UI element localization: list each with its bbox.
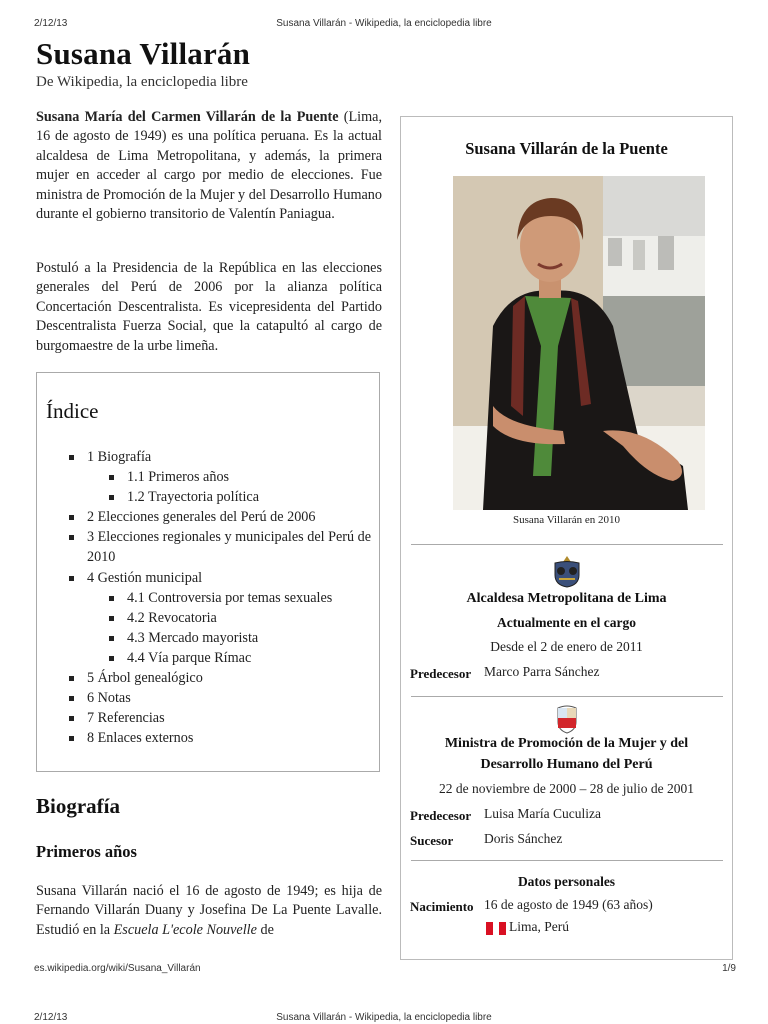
table-of-contents [36,372,380,772]
toc-item-controversia[interactable]: 4.1 Controversia por temas sexuales [107,588,373,608]
portrait-photo[interactable] [453,176,705,510]
office1-title[interactable]: Alcaldesa Metropolitana de Lima [466,591,667,606]
toc-item-enlaces[interactable]: 8 Enlaces externos [67,728,373,748]
office1-predecessor[interactable]: Marco Parra Sánchez [484,664,600,679]
next-print-page-title: Susana Villarán - Wikipedia, la enciclopedia libre [276,1012,492,1023]
paragraph-2 [36,259,382,356]
office2-predecessor[interactable]: Luisa María Cuculiza [484,806,601,821]
personal-data-heading: Datos personales [517,874,616,889]
toc-item-mercado[interactable]: 4.3 Mercado mayorista [107,628,373,648]
toc-item-referencias[interactable]: 7 Referencias [67,708,373,728]
intro-text: (Lima, 16 de agosto de 1949) es una política peruana. Es la actual alcaldesa de Lima Metropolitana, y además, la primera mujer en acceder al cargo por medio de elecciones. Fue ministra de Promoción de la Mujer y del Desarrollo Humano durante el gobierno transitorio de Valentín Paniagua. [36,109,382,223]
birth-place[interactable]: Lima, Perú [509,919,569,934]
next-print-date: 2/12/13 [34,1012,68,1023]
paragraph-2-text: Postuló a la Presidencia de la República en las elecciones generales del Perú de 2006 por la alianza política Concertación Descentralista. Es vicepresidenta del Partido Descentralista Fuerza Social, que la catapultó al cargo de burgomaestre de la urbe limeña. [36,260,382,354]
peru-coat-of-arms-icon [555,704,579,734]
toc-item-revocatoria[interactable]: 4.2 Revocatoria [107,608,373,628]
office2-title-line1[interactable]: Ministra de Promoción de la Mujer y del [444,736,689,751]
infobox-title: Susana Villarán de la Puente [465,139,668,158]
paragraph-3-end: de [256,921,274,938]
infobox [400,116,733,960]
print-url: es.wikipedia.org/wiki/Susana_Villarán [34,963,201,974]
intro-bold-name: Susana María del Carmen Villarán de la Puente [36,109,339,125]
article-subtitle: De Wikipedia, la enciclopedia libre [36,74,248,90]
toc-list [67,447,373,748]
divider [411,860,723,861]
section-heading-biografia: Biografía [36,794,120,818]
subsection-heading-primeros-anos: Primeros años [36,842,137,861]
print-page-number: 1/9 [722,963,736,974]
print-date: 2/12/13 [34,18,68,29]
office1-predecessor-label: Predecesor [410,666,472,681]
paragraph-3-start: Susana Villarán nació el 16 de agosto de 1949; es hija de Fernando Villarán Duany y Josefina De La Puente Lavalle. Estudió en la [36,883,382,938]
portrait-photo-image [453,176,705,510]
birth-label: Nacimiento [410,899,474,914]
toc-item-elecciones-2010[interactable]: 3 Elecciones regionales y municipales del Perú de 2010 [67,527,373,567]
office2-successor[interactable]: Doris Sánchez [484,831,563,846]
toc-item-primeros-anos[interactable]: 1.1 Primeros años [107,467,373,487]
office2-successor-label: Sucesor [410,833,454,848]
print-page-title: Susana Villarán - Wikipedia, la enciclopedia libre [276,18,492,29]
office2-predecessor-label: Predecesor [410,808,472,823]
office2-term: 22 de noviembre de 2000 – 28 de julio de 2001 [439,781,694,796]
divider [411,544,723,545]
birth-date[interactable]: 16 de agosto de 1949 (63 años) [484,897,653,912]
intro-paragraph [36,108,382,224]
toc-heading: Índice [46,399,99,423]
office1-since: Desde el 2 de enero de 2011 [490,639,643,654]
toc-item-elecciones-2006[interactable]: 2 Elecciones generales del Perú de 2006 [67,507,373,527]
divider [411,696,723,697]
lima-coat-of-arms-icon [549,553,585,589]
office2-title-line2[interactable]: Desarrollo Humano del Perú [480,757,653,772]
peru-flag-icon [486,922,506,935]
school-name[interactable]: Escuela L'ecole Nouvelle [113,921,257,938]
toc-item-trayectoria[interactable]: 1.2 Trayectoria política [107,487,373,507]
article-title: Susana Villarán [36,36,251,71]
toc-item-biografia[interactable]: 1 Biografía [67,447,373,467]
toc-item-notas[interactable]: 6 Notas [67,688,373,708]
paragraph-3 [36,882,382,940]
office1-status: Actualmente en el cargo [496,615,637,630]
toc-item-gestion[interactable]: 4 Gestión municipal [67,568,373,588]
toc-item-arbol[interactable]: 5 Árbol genealógico [67,668,373,688]
toc-item-via-parque[interactable]: 4.4 Vía parque Rímac [107,648,373,668]
photo-caption: Susana Villarán en 2010 [513,514,620,526]
